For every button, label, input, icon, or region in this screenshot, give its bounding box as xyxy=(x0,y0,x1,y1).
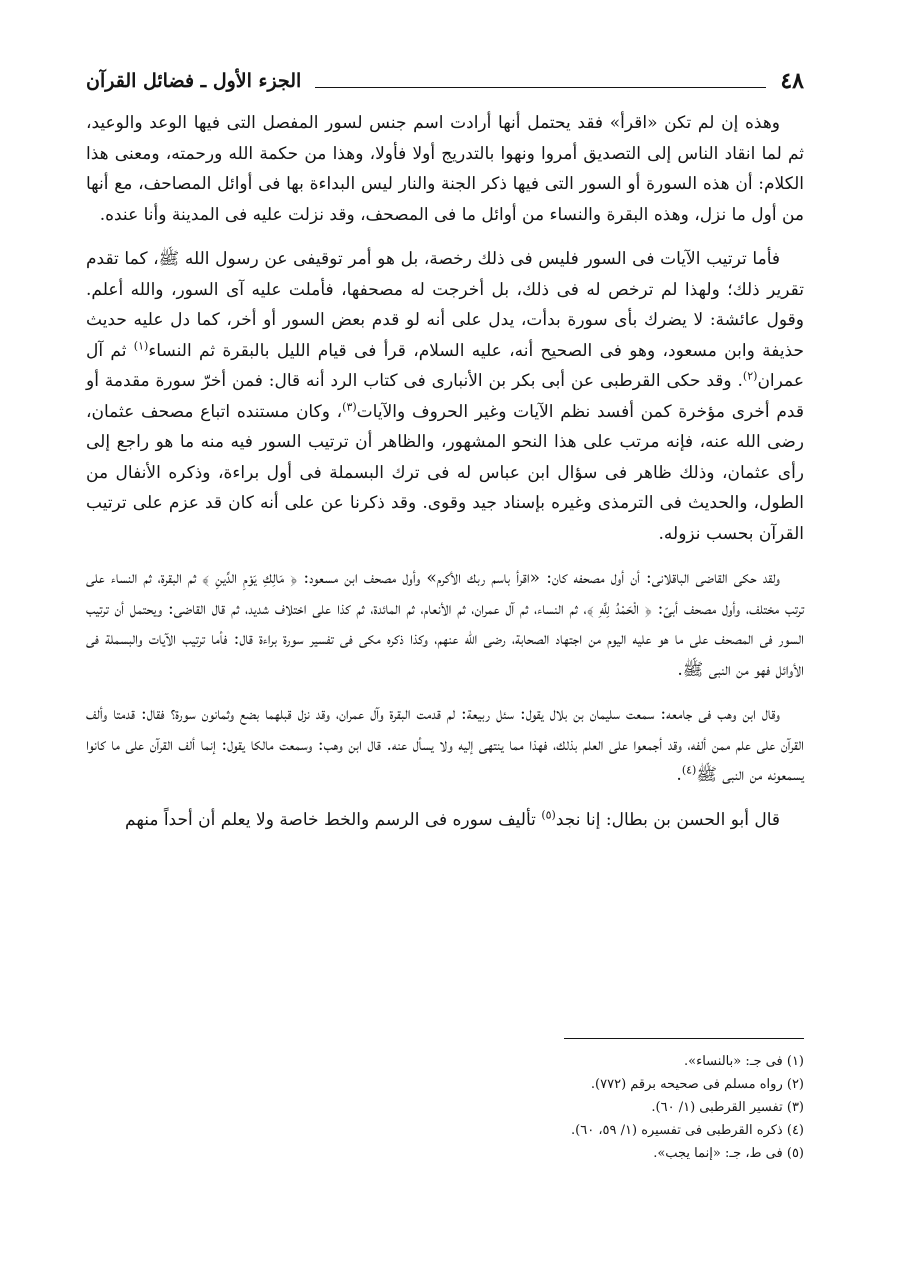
page-header xyxy=(86,54,804,96)
footnote-ref-3: (٣) xyxy=(342,399,357,413)
header-rule xyxy=(315,87,766,88)
paragraph-2: فأما ترتيب الآيات فى السور فليس فى ذلك رخصة، بل هو أمر توقيفى عن رسول الله ﷺ، كما تقدم تقرير ذلك؛ ولهذا لم ترخص له فى ذلك، بل أخرجت له مصحفها، فأملت عليه آى السور، والله أعلم. وقول عائشة: لا يضرك بأى سورة بدأت، يدل على أنه لو قدم بعض السور أو أخر، كما دل عليه حديث حذيفة وابن مسعود، وهو فى الصحيح أنه، عليه السلام، قرأ فى قيام الليل بالبقرة ثم النساء$^{(١)}$ ثم آل عمران$^{(٢)}$. وقد حكى القرطبى عن أبى بكر بن الأنبارى فى كتاب الرد أنه قال: فمن أخرّ سورة مقدمة أو قدم أخرى مؤخرة كمن أفسد نظم الآيات وغير الحروف والآيات$^{(٣)}$، وكان مستنده اتباع مصحف عثمان، رضى الله عنه، فإنه مرتب على هذا النحو المشهور، والظاهر أن ترتيب السور فيه منه ما هو راجع إلى رأى عثمان، وذلك ظاهر فى سؤال ابن عباس له فى ترك البسملة فى أول براءة، وذكره الأنفال من الطول، والحديث فى الترمذى وغيره بإسناد جيد وقوى. وقد ذكرنا عن على أنه كان قد عزم على ترتيب القرآن بحسب نزوله. xyxy=(86,249,804,544)
footnote-5: (٥) فى ط، جـ: «إنما يجب». xyxy=(653,1146,804,1161)
footnote-separator xyxy=(564,1038,804,1039)
paragraph-1: وهذه إن لم تكن «اقرأ» فقد يحتمل أنها أرادت اسم جنس لسور المفصل التى فيها الوعد والوعيد، ثم لما انقاد الناس إلى التصديق أمروا ونهوا بالتدريج أولا فأولا، وهذا من حكمة الله ورحمته، ومعنى هذا الكلام: أن هذه السورة أو السور التى فيها ذكر الجنة والنار ليس البداءة بها فى أوائل المصاحف، مع أنها من أول ما نزل، وهذه البقرة والنساء من أوائل ما فى المصحف، وقد نزلت عليه فى المدينة وأنا عنده. xyxy=(86,113,804,225)
running-title: الجزء الأول ـ فضائل القرآن xyxy=(86,70,302,92)
footnote-ref-1: (١) xyxy=(133,338,149,352)
paragraph-4: وقال ابن وهب فى جامعه: سمعت سليمان بن بلال يقول: سئل ربيعة: لم قدمت البقرة وآل عمران، وقد نزل قبلهما بضع وثمانون سورة؟ فقال: قدمتا وألف القرآن على علم ممن ألفه، وقد أجمعوا على العلم بذلك، فهذا مما ينتهى إليه ولا يسأل عنه. قال ابن وهب: وسمعت مالكا يقول: إنما ألف القرآن على ما كانوا يسمعونه من النبى ﷺ$^{(٤)}$. xyxy=(86,704,804,785)
footnote-3: (٣) تفسير القرطبى (١/ ٦٠). xyxy=(651,1100,804,1115)
paragraph-3: ولقد حكى القاضى الباقلانى: أن أول مصحفه كان: «اقرأ باسم ربك الأكرم» وأول مصحف ابن مسعود: ﴿ مَالِكِ يَوْمِ الدِّينِ ﴾ ثم البقرة، ثم النساء على ترتب مختلف، وأول مصحف أبىّ: ﴿ الْحَمْدُ لِلَّهِ ﴾، ثم النساء، ثم آل عمران، ثم الأنعام، ثم المائدة، ثم كذا على اختلاف شديد، ثم قال القاضى: ويحتمل أن ترتيب السور فى المصحف على ما هو عليه اليوم من اجتهاد الصحابة، رضى الله عنهم، وكذا ذكره مكى فى تفسير سورة براءة قال: فأما ترتيب الآيات والبسملة فى الأوائل فهو من النبى ﷺ. xyxy=(86,568,804,680)
footnote-1: (١) فى جـ: «بالنساء». xyxy=(684,1054,804,1069)
footnote-ref-4: (٤) xyxy=(681,763,697,777)
footnote-2: (٢) رواه مسلم فى صحيحه برقم (٧٧٢). xyxy=(590,1077,804,1092)
page-number: ٤٨ xyxy=(780,68,804,94)
footnote-ref-2: (٢) xyxy=(742,369,758,383)
main-text xyxy=(86,108,804,835)
footnote-ref-5: (٥) xyxy=(541,807,556,821)
paragraph-5: قال أبو الحسن بن بطال: إنا نجد$^{(٥)}$ تأليف سوره فى الرسم والخط خاصة ولا يعلم أن أحداً منهم xyxy=(125,807,780,830)
footnotes xyxy=(86,1050,804,1165)
footnote-4: (٤) ذكره القرطبى فى تفسيره (١/ ٥٩، ٦٠). xyxy=(571,1123,804,1138)
